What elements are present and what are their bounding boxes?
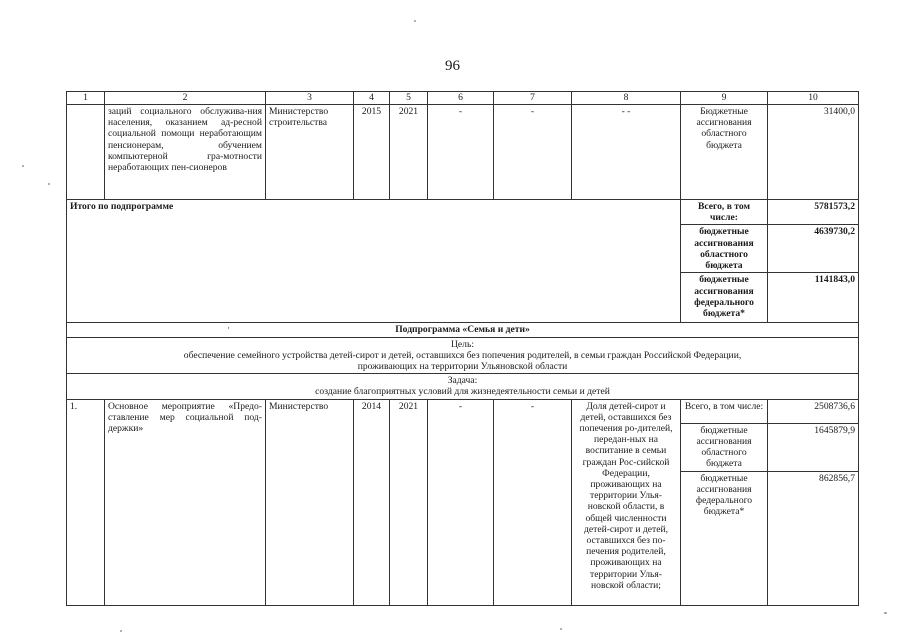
column-header: 5	[390, 92, 428, 105]
column-header: 3	[266, 92, 354, 105]
target-indicator: Доля детей-сирот и детей, оставшихся без попечения ро-дителей, передан-ных на воспитание в семьи граждан Рос-сийской Федерации, проживающих на территории Улья-новской области, в общей численности детей-сирот и детей, оставшихся без по-печения родителей, проживающих на территории Улья-новской области;	[572, 399, 681, 605]
column-header-row	[67, 92, 859, 105]
col6-value: -	[428, 105, 494, 200]
scan-speck	[48, 183, 50, 185]
goal-row	[67, 337, 859, 374]
funding-amount: 31400,0	[768, 105, 859, 200]
column-header: 7	[494, 92, 572, 105]
subtotal-label: Итого по подпрограмме	[67, 200, 681, 323]
column-header: 10	[768, 92, 859, 105]
funding-source: Всего, в том числе:	[681, 200, 768, 225]
funding-amount: 1141843,0	[768, 273, 859, 323]
start-year: 2015	[354, 105, 390, 200]
goal-block	[67, 337, 859, 374]
task-block	[67, 374, 859, 399]
col8-value: - -	[572, 105, 681, 200]
subprogram-title-row	[67, 323, 859, 337]
stray-mark: ·	[227, 323, 231, 335]
funding-source: бюджетные ассигнования областного бюджета	[681, 225, 768, 273]
responsible-ministry: Министерство	[266, 399, 354, 605]
subprogram-title: · Подпрограмма «Семья и дети»	[67, 323, 859, 337]
responsible-ministry: Министерство строительства	[266, 105, 354, 200]
funding-amount: 4639730,2	[768, 225, 859, 273]
funding-amount: 5781573,2	[768, 200, 859, 225]
row-number-cell	[67, 105, 105, 200]
funding-source: Всего, в том числе:	[681, 399, 768, 423]
funding-source: бюджетные ассигнования федерального бюджета*	[681, 471, 768, 605]
funding-source: бюджетные ассигнования областного бюджета	[681, 423, 768, 471]
scan-speck	[560, 628, 562, 630]
column-header: 9	[681, 92, 768, 105]
table-row	[67, 105, 859, 200]
column-header: 8	[572, 92, 681, 105]
column-header: 2	[105, 92, 266, 105]
start-year: 2014	[354, 399, 390, 605]
column-header: 4	[354, 92, 390, 105]
col7-value: -	[494, 105, 572, 200]
funding-amount: 2508736,6	[768, 399, 859, 423]
task-label: Задача:	[447, 375, 478, 387]
funding-amount: 1645879,9	[768, 423, 859, 471]
goal-label: Цель:	[450, 338, 474, 350]
scan-speck	[414, 20, 416, 22]
row-number: 1.	[67, 399, 105, 605]
budget-table	[66, 91, 859, 606]
end-year: 2021	[390, 399, 428, 605]
column-header: 1	[67, 92, 105, 105]
col6-value: -	[428, 399, 494, 605]
page-number: 96	[445, 58, 460, 74]
scan-speck	[884, 612, 887, 614]
task-row	[67, 374, 859, 399]
column-header: 6	[428, 92, 494, 105]
table-row	[67, 399, 859, 423]
subtotal-row	[67, 200, 859, 225]
scan-speck	[22, 165, 24, 167]
end-year: 2021	[390, 105, 428, 200]
task-text: создание благоприятных условий для жизнедеятельности семьи и детей	[315, 386, 610, 398]
activity-description: Основное мероприятие «Предо-ставление мер социальной под-держки»	[105, 399, 266, 605]
col7-value: -	[494, 399, 572, 605]
goal-text: обеспечение семейного устройства детей-сирот и детей, оставшихся без попечения родителей, в семьи граждан Российской Федерации, проживающих на территории Ульяновской области	[183, 349, 742, 373]
activity-description: заций социального обслужива-ния населения, оказанием ад-ресной социальной помощи неработающим пенсионерам, обучением компьютерной гра-мотности неработающих пен-сионеров	[105, 105, 266, 200]
scan-speck	[120, 630, 122, 632]
funding-source: бюджетные ассигнования федерального бюджета*	[681, 273, 768, 323]
funding-amount: 862856,7	[768, 471, 859, 605]
funding-source: Бюджетные ассигнования областного бюджета	[681, 105, 768, 200]
